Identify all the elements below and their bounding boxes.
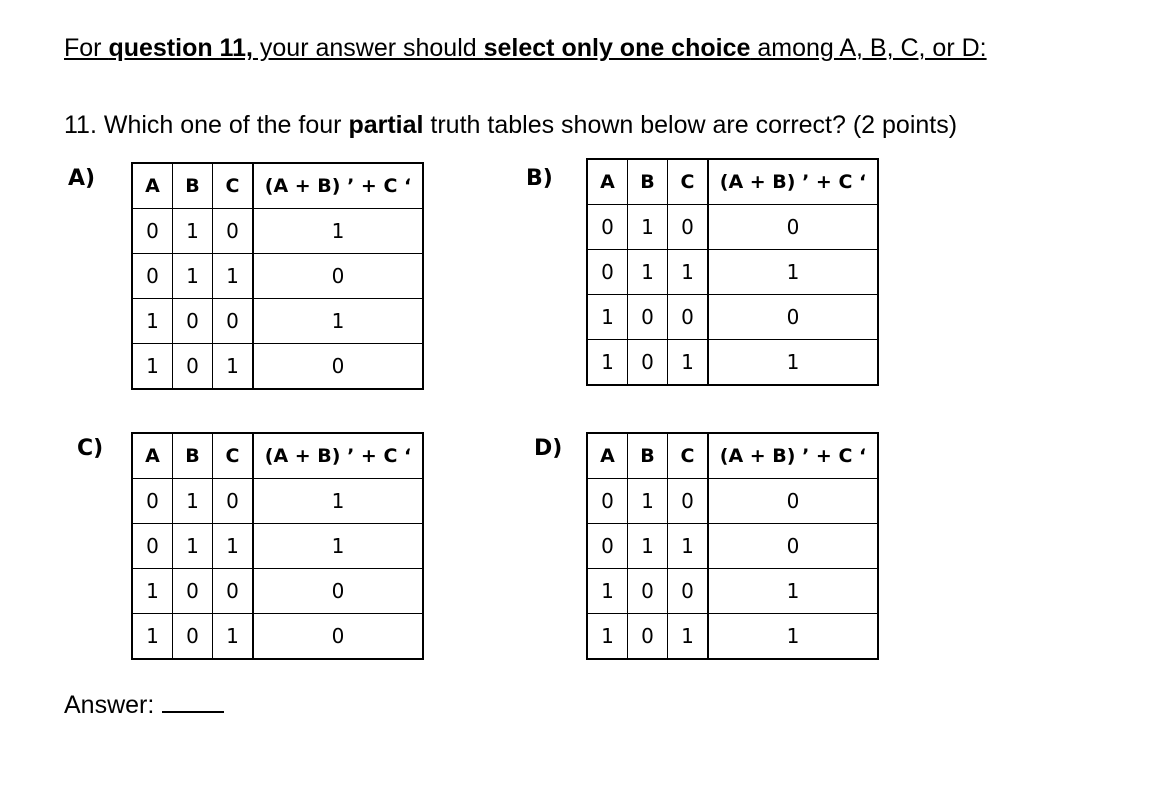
table-cell: 0: [213, 479, 254, 524]
table-cell: 0: [668, 205, 709, 250]
header-cell: C: [213, 163, 254, 209]
table-cell: 0: [708, 524, 878, 569]
table-cell: 1: [587, 614, 628, 660]
table-cell: 0: [253, 614, 423, 660]
table-row: [587, 569, 878, 614]
table-header-row: [587, 159, 878, 205]
table-cell: 1: [132, 569, 173, 614]
table-row: [132, 569, 423, 614]
truth-table-a: [131, 162, 424, 390]
table-cell: 0: [213, 569, 254, 614]
header-cell: A: [587, 159, 628, 205]
instruction-mid: your answer should: [252, 34, 484, 62]
instruction: [64, 34, 987, 63]
table-row: [587, 250, 878, 295]
table-row: [587, 295, 878, 340]
header-cell: B: [628, 433, 668, 479]
question-prefix: 11. Which one of the four: [64, 111, 349, 139]
table-cell: 0: [668, 569, 709, 614]
table-cell: 1: [587, 340, 628, 386]
question-text: [64, 111, 957, 140]
table-cell: 1: [213, 524, 254, 569]
table-cell: 1: [173, 524, 213, 569]
table-cell: 0: [253, 344, 423, 390]
table-row: [132, 614, 423, 660]
option-label-b: B): [526, 166, 553, 191]
option-label-d: D): [534, 436, 563, 461]
table-cell: 1: [253, 299, 423, 344]
table-header-row: [132, 433, 423, 479]
table-cell: 0: [628, 340, 668, 386]
table-cell: 0: [708, 295, 878, 340]
table-cell: 0: [708, 205, 878, 250]
table-row: [132, 479, 423, 524]
table-row: [587, 205, 878, 250]
table-cell: 1: [253, 524, 423, 569]
table-cell: 0: [587, 524, 628, 569]
instruction-prefix: For: [64, 34, 109, 62]
instruction-bold-choice: select only one choice: [483, 34, 751, 62]
table-cell: 0: [173, 299, 213, 344]
table-cell: 0: [628, 614, 668, 660]
table-cell: 0: [668, 295, 709, 340]
table-header-row: [587, 433, 878, 479]
table-cell: 0: [213, 209, 254, 254]
table-cell: 1: [668, 340, 709, 386]
header-cell: B: [173, 163, 213, 209]
instruction-bold-question: question 11,: [108, 34, 253, 62]
table-cell: 0: [587, 205, 628, 250]
table-cell: 1: [708, 614, 878, 660]
header-cell: (A + B) ’ + C ‘: [708, 159, 878, 205]
answer-line: [64, 689, 224, 720]
table-cell: 1: [253, 479, 423, 524]
table-cell: 1: [253, 209, 423, 254]
table-row: [587, 340, 878, 386]
table-cell: 0: [132, 524, 173, 569]
table-cell: 0: [668, 479, 709, 524]
table-cell: 1: [708, 569, 878, 614]
table-cell: 1: [587, 295, 628, 340]
table-cell: 0: [173, 614, 213, 660]
table-cell: 1: [132, 344, 173, 390]
table-cell: 0: [173, 569, 213, 614]
table-cell: 0: [173, 344, 213, 390]
truth-table-d: [586, 432, 879, 660]
table-row: [587, 524, 878, 569]
table-row: [132, 344, 423, 390]
table-cell: 0: [253, 254, 423, 299]
answer-blank[interactable]: [162, 689, 224, 713]
header-cell: (A + B) ’ + C ‘: [253, 433, 423, 479]
question-suffix: truth tables shown below are correct? (2 points): [423, 111, 958, 139]
header-cell: C: [668, 159, 709, 205]
table-cell: 1: [132, 614, 173, 660]
table-cell: 1: [708, 250, 878, 295]
table-row: [132, 209, 423, 254]
table-cell: 1: [587, 569, 628, 614]
table-cell: 1: [628, 205, 668, 250]
option-label-c: C): [77, 436, 104, 461]
table-cell: 1: [628, 524, 668, 569]
table-header-row: [132, 163, 423, 209]
table-cell: 0: [132, 209, 173, 254]
table-cell: 0: [628, 569, 668, 614]
table-cell: 0: [213, 299, 254, 344]
header-cell: A: [132, 163, 173, 209]
table-cell: 0: [253, 569, 423, 614]
table-cell: 1: [668, 614, 709, 660]
header-cell: A: [587, 433, 628, 479]
header-cell: A: [132, 433, 173, 479]
table-cell: 0: [587, 479, 628, 524]
table-cell: 1: [213, 614, 254, 660]
table-cell: 1: [668, 524, 709, 569]
header-cell: (A + B) ’ + C ‘: [708, 433, 878, 479]
truth-table-c: [131, 432, 424, 660]
table-cell: 1: [668, 250, 709, 295]
table-row: [132, 299, 423, 344]
question-bold: partial: [348, 111, 424, 139]
table-cell: 1: [628, 250, 668, 295]
header-cell: B: [173, 433, 213, 479]
table-cell: 1: [213, 254, 254, 299]
table-row: [132, 524, 423, 569]
table-cell: 1: [173, 209, 213, 254]
header-cell: (A + B) ’ + C ‘: [253, 163, 423, 209]
table-cell: 0: [628, 295, 668, 340]
table-cell: 1: [173, 254, 213, 299]
table-cell: 1: [213, 344, 254, 390]
table-row: [587, 479, 878, 524]
header-cell: B: [628, 159, 668, 205]
table-row: [132, 254, 423, 299]
header-cell: C: [668, 433, 709, 479]
table-row: [587, 614, 878, 660]
answer-label: Answer:: [64, 691, 155, 719]
table-cell: 1: [628, 479, 668, 524]
table-cell: 0: [132, 479, 173, 524]
table-cell: 0: [587, 250, 628, 295]
header-cell: C: [213, 433, 254, 479]
table-cell: 1: [173, 479, 213, 524]
table-cell: 0: [708, 479, 878, 524]
instruction-suffix: among A, B, C, or D:: [750, 34, 987, 62]
table-cell: 0: [132, 254, 173, 299]
table-cell: 1: [708, 340, 878, 386]
truth-table-b: [586, 158, 879, 386]
option-label-a: A): [68, 166, 96, 191]
table-cell: 1: [132, 299, 173, 344]
